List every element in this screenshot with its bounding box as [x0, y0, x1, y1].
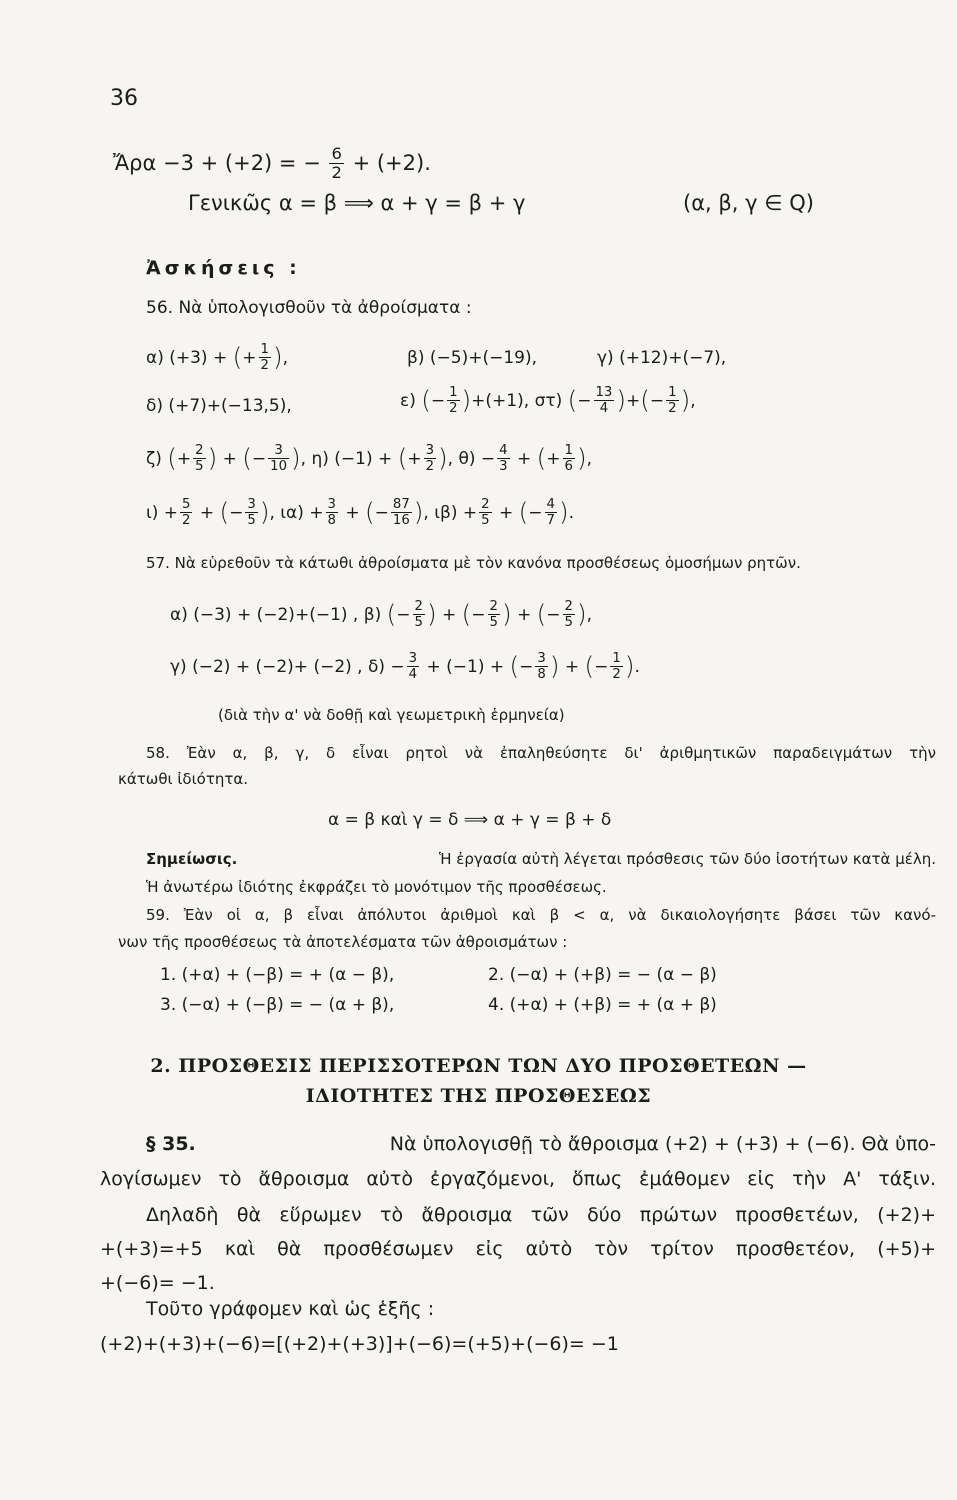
ex57-note: (διὰ τὴν α' νὰ δοθῇ καὶ γεωμετρικὴ ἑρμηνεία) — [218, 706, 565, 724]
section35-line-6: Τοῦτο γράφομεν καὶ ὡς ἑξῆς : — [146, 1298, 435, 1320]
remark-line-1: Σημείωσις. Ἡ ἐργασία αὐτὴ λέγεται πρόσθεσις τῶν δύο ἰσοτήτων κατὰ μέλη. — [146, 850, 936, 868]
exercises-title: Ἀσκήσεις : — [146, 257, 301, 279]
ex57-row-2: γ) (−2) + (−2)+ (−2) , δ) − $\frac{3}{4}$ + (−1) + (− $\frac{3}{8}$ ) + (− $\frac{1}{2}$ ). — [170, 651, 640, 683]
section35-line-7: (+2)+(+3)+(−6)=[(+2)+(+3)]+(−6)=(+5)+(−6)= −1 — [100, 1333, 619, 1355]
ex59-line-1: 59. Ἐὰν οἱ α, β εἶναι ἀπόλυτοι ἀριθμοὶ καὶ β < α, νὰ δικαιολογήσητε βάσει τῶν κανό- — [146, 906, 936, 924]
ex56-row-4: ι) + $\frac{5}{2}$ + (− $\frac{3}{5}$ ), ια) + $\frac{3}{8}$ + (− $\frac{87}{16}$ ), ιβ) + $\frac{2}{5}$ + (− $\frac{4}{7}$ ). — [146, 497, 574, 529]
ex59-line-2: νων τῆς προσθέσεως τὰ ἀποτελέσματα τῶν ἀθροισμάτων : — [118, 933, 568, 951]
section-heading-line-2: ΙΔΙΟΤΗΤΕΣ ΤΗΣ ΠΡΟΣΘΕΣΕΩΣ — [305, 1085, 652, 1107]
ex56-intro: 56. Νὰ ὑπολογισθοῦν τὰ ἀθροίσματα : — [146, 298, 472, 318]
ex56-row-3: ζ) (+ $\frac{2}{5}$ ) + (− $\frac{3}{10}$ ), η) (−1) + (+ $\frac{3}{2}$ ), θ) − $\frac{4}{3}$ + (+ $\frac{1}{6}$ ), — [146, 443, 592, 475]
fraction: $\frac{6}{2}$ — [331, 144, 342, 183]
section35-line-3: Δηλαδὴ θὰ εὕρωμεν τὸ ἄθροισμα τῶν δύο πρώτων προσθετέων, (+2)+ — [146, 1204, 936, 1226]
ex58-line-2: κάτωθι ἰδιότητα. — [118, 770, 249, 788]
section35-line-1: § 35. Νὰ ὑπολογισθῇ τὸ ἄθροισμα (+2) + (+3) + (−6). Θὰ ὑπο- — [146, 1133, 936, 1155]
ex56-d: δ) (+7)+(−13,5), — [146, 396, 292, 416]
intro-line-2: Γενικῶς α = β ⟹ α + γ = β + γ — [188, 191, 526, 215]
remark-label: Σημείωσις. — [146, 850, 238, 868]
ex57-row-1: α) (−3) + (−2)+(−1) , β) (− $\frac{2}{5}$ ) + (− $\frac{2}{5}$ ) + (− $\frac{2}{5}$ ), — [170, 599, 592, 631]
ex56-row-1: α) (+3) + (+ $\frac{1}{2}$ ), — [146, 342, 288, 374]
section35-label: § 35. — [146, 1133, 196, 1155]
ex59-item-2: 2. (−α) + (+β) = − (α − β) — [488, 965, 717, 985]
ex58-formula: α = β καὶ γ = δ ⟹ α + γ = β + δ — [328, 810, 612, 830]
remark-line-2: Ἡ ἀνωτέρω ἰδιότης ἐκφράζει τὸ μονότιμον τῆς προσθέσεως. — [146, 878, 607, 896]
ex56-b: β) (−5)+(−19), — [407, 348, 537, 368]
ex56-c: γ) (+12)+(−7), — [597, 348, 727, 368]
ex59-item-1: 1. (+α) + (−β) = + (α − β), — [160, 965, 395, 985]
section-heading-line-1: 2. ΠΡΟΣΘΕΣΙΣ ΠΕΡΙΣΣΟΤΕΡΩΝ ΤΩΝ ΔΥΟ ΠΡΟΣΘΕΤΕΩΝ — — [150, 1055, 807, 1077]
section35-line-5: +(−6)= −1. — [100, 1272, 215, 1294]
ex59-item-3: 3. (−α) + (−β) = − (α + β), — [160, 995, 395, 1015]
intro-line-2-domain: (α, β, γ ∈ Q) — [683, 191, 814, 215]
ex57-intro: 57. Νὰ εὑρεθοῦν τὰ κάτωθι ἀθροίσματα μὲ τὸν κανόνα προσθέσεως ὁμοσήμων ρητῶν. — [146, 554, 801, 572]
intro-line-1: Ἄρα −3 + (+2) = − $\frac{6}{2}$ + (+2). — [113, 144, 431, 183]
page-number: 36 — [110, 86, 138, 111]
ex58-line-1: 58. Ἐὰν α, β, γ, δ εἶναι ρητοὶ νὰ ἐπαληθεύσητε δι' ἀριθμητικῶν παραδειγμάτων τὴν — [146, 744, 936, 762]
ex56-e: ε) (− $\frac{1}{2}$ )+(+1), στ) (− $\frac{13}{4}$ )+(− $\frac{1}{2}$ ), — [400, 385, 696, 417]
section35-line-4: +(+3)=+5 καὶ θὰ προσθέσωμεν εἰς αὐτὸ τὸν τρίτον προσθετέον, (+5)+ — [100, 1238, 936, 1260]
ex59-item-4: 4. (+α) + (+β) = + (α + β) — [488, 995, 717, 1015]
section35-line-2: λογίσωμεν τὸ ἄθροισμα αὐτὸ ἐργαζόμενοι, ὅπως ἐμάθομεν εἰς τὴν Α' τάξιν. — [100, 1168, 936, 1190]
